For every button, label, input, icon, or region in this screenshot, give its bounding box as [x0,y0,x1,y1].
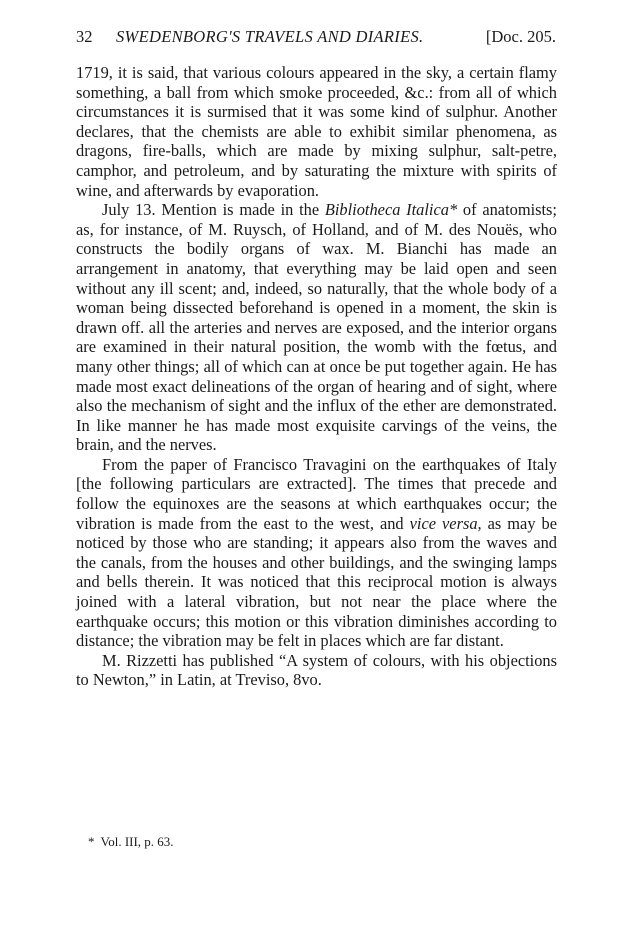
paragraph [76,200,557,455]
text-segment: 1719, it is said, that various colours appeared in the sky, a certain flamy something, a ball from which smoke proceeded, &c.: from all of which circumstances it is surmised that it was some kind of sulphur. Another declares, that the chemists are able to exhibit similar phenomena, as dragons, fire-balls, which are made by mixing sulphur, salt-petre, camphor, and petroleum, and by saturating the mixture with spirits of wine, and afterwards by evaporation. [76,63,557,200]
text-segment: of anatomists; as, for instance, of M. Ruysch, of Holland, and of M. des Nouës, who constructs the bodily organs of wax. M. Bianchi has made an arrangement in anatomy, that everything may be laid open and seen without any ill scent; and, indeed, so naturally, that the whole body of a woman being dissected beforehand is opened in a moment, the skin is drawn off. all the arteries and nerves are exposed, and the interior organs are examined in their natural position, the womb with the fœtus, and many other things; all of which can at once be put together again. He has made most exact delineations of the organ of hearing and of sight, where also the mechanism of sight and the influx of the ether are demonstrated. In like manner he has made most exquisite carvings of the veins, the brain, and the nerves. [76,200,557,455]
footnote-marker: * [88,834,95,849]
running-title: SWEDENBORG'S TRAVELS AND DIARIES. [116,27,424,46]
body-text [76,63,557,690]
document-reference: [Doc. 205. [485,27,556,46]
text-segment: as may be noticed by those who are standing; it appears also from the waves and the canals, from the houses and other buildings, and the swinging lamps and bells therein. It was noticed that this reciprocal motion is always joined with a lateral vibration, but not near the place where the earthquake occurs; this motion or this vibration diminishes according to distance; the vibration may be felt in places which are far distant. [76,513,558,651]
paragraph [76,651,557,690]
page-number: 32 [76,27,93,46]
paragraph [76,63,557,200]
running-header [76,26,556,48]
footnote [88,833,548,851]
italic-phrase: vice versa, [409,513,482,533]
text-segment: July 13. Mention is made in the [102,200,325,220]
italic-title: Bibliotheca Italica* [324,200,458,220]
text-segment: From the paper of Francisco Travagini on the earthquakes of Italy [the following particulars are extracted]. The times that precede and follow the equinoxes are the seasons at which earthquakes occur; the vibration is made from the east to the west, and [76,454,557,533]
paragraph [76,455,557,651]
footnote-text: Vol. III, p. 63. [100,834,174,849]
text-segment: M. Rizzetti has published “A system of colours, with his objections to Newton,” in Latin, at Treviso, 8vo. [76,650,557,690]
